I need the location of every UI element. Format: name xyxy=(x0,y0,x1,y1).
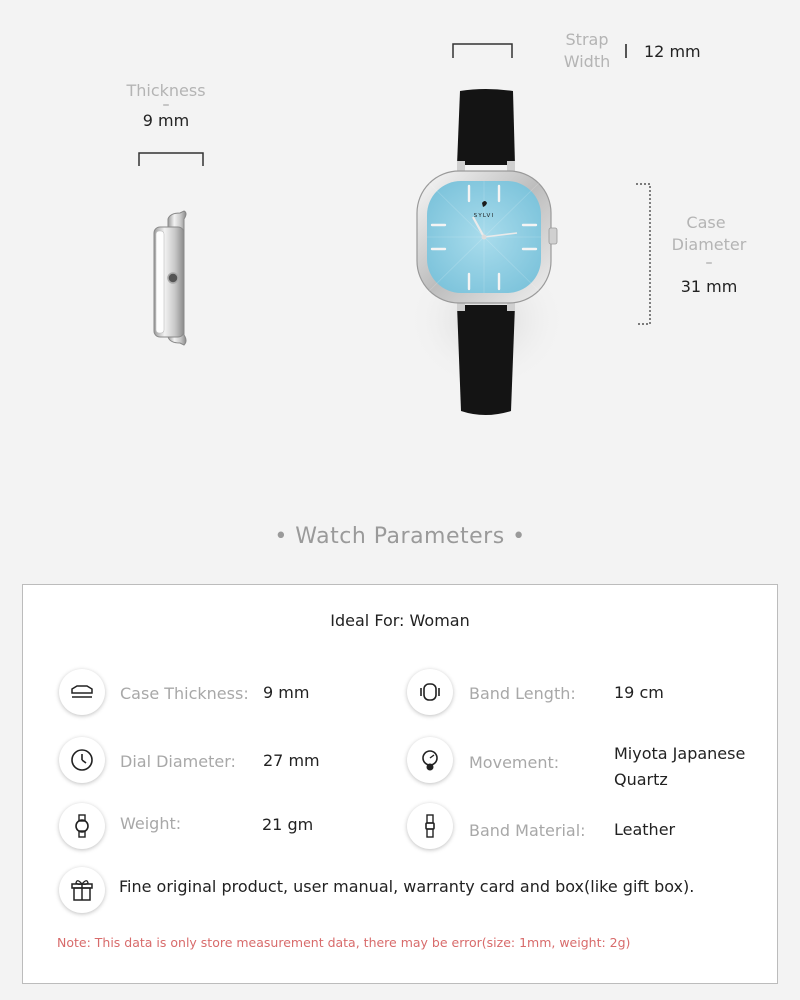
gift-box-icon xyxy=(59,867,105,913)
band-length-icon xyxy=(407,669,453,715)
measurement-note: Note: This data is only store measurement data, there may be error(size: 1mm, weight: 2g) xyxy=(57,935,631,950)
strap-width-bracket xyxy=(450,40,516,60)
ideal-for-text: Ideal For: Woman xyxy=(330,611,470,630)
band-material-value: Leather xyxy=(614,820,676,839)
thickness-label: Thickness xyxy=(126,81,206,100)
case-diameter-value: 31 mm xyxy=(680,277,738,296)
section-heading: • Watch Parameters • xyxy=(274,524,526,549)
movement-label: Movement: xyxy=(469,753,560,772)
strap-width-label-line2: Width xyxy=(563,52,611,71)
strap-width-value: 12 mm xyxy=(644,42,701,61)
case-diameter-label-line1: Case xyxy=(686,213,726,232)
clock-icon xyxy=(59,737,105,783)
dial-diameter-value: 27 mm xyxy=(263,751,320,770)
thickness-bracket xyxy=(136,150,206,168)
case-thickness-value: 9 mm xyxy=(263,683,310,702)
thickness-dash: – xyxy=(162,97,170,113)
weight-label: Weight: xyxy=(120,814,182,833)
band-length-value: 19 cm xyxy=(614,683,664,702)
spec-card xyxy=(22,584,778,984)
thickness-value: 9 mm xyxy=(142,111,190,130)
box-contents-text: Fine original product, user manual, warranty card and box(like gift box). xyxy=(119,877,695,896)
case-diameter-bracket xyxy=(630,180,656,328)
case-thickness-icon xyxy=(59,669,105,715)
watch-weight-icon xyxy=(59,803,105,849)
gear-movement-icon xyxy=(407,737,453,783)
case-diameter-dash: – xyxy=(705,255,713,271)
band-length-label: Band Length: xyxy=(469,684,576,703)
dial-diameter-label: Dial Diameter: xyxy=(120,752,236,771)
watch-brand-text: SYLVI xyxy=(473,213,495,219)
strap-width-tick xyxy=(625,44,627,58)
band-material-icon xyxy=(407,803,453,849)
strap-width-label-line1: Strap xyxy=(565,30,609,49)
watch-side-view-image xyxy=(140,205,210,355)
case-diameter-label-line2: Diameter xyxy=(671,235,747,254)
watch-front-view-image xyxy=(405,85,565,425)
band-material-label: Band Material: xyxy=(469,821,586,840)
movement-value-line1: Miyota Japanese xyxy=(614,744,746,763)
movement-value-line2: Quartz xyxy=(614,770,668,789)
weight-value: 21 gm xyxy=(262,815,314,834)
case-thickness-label: Case Thickness: xyxy=(120,684,249,703)
